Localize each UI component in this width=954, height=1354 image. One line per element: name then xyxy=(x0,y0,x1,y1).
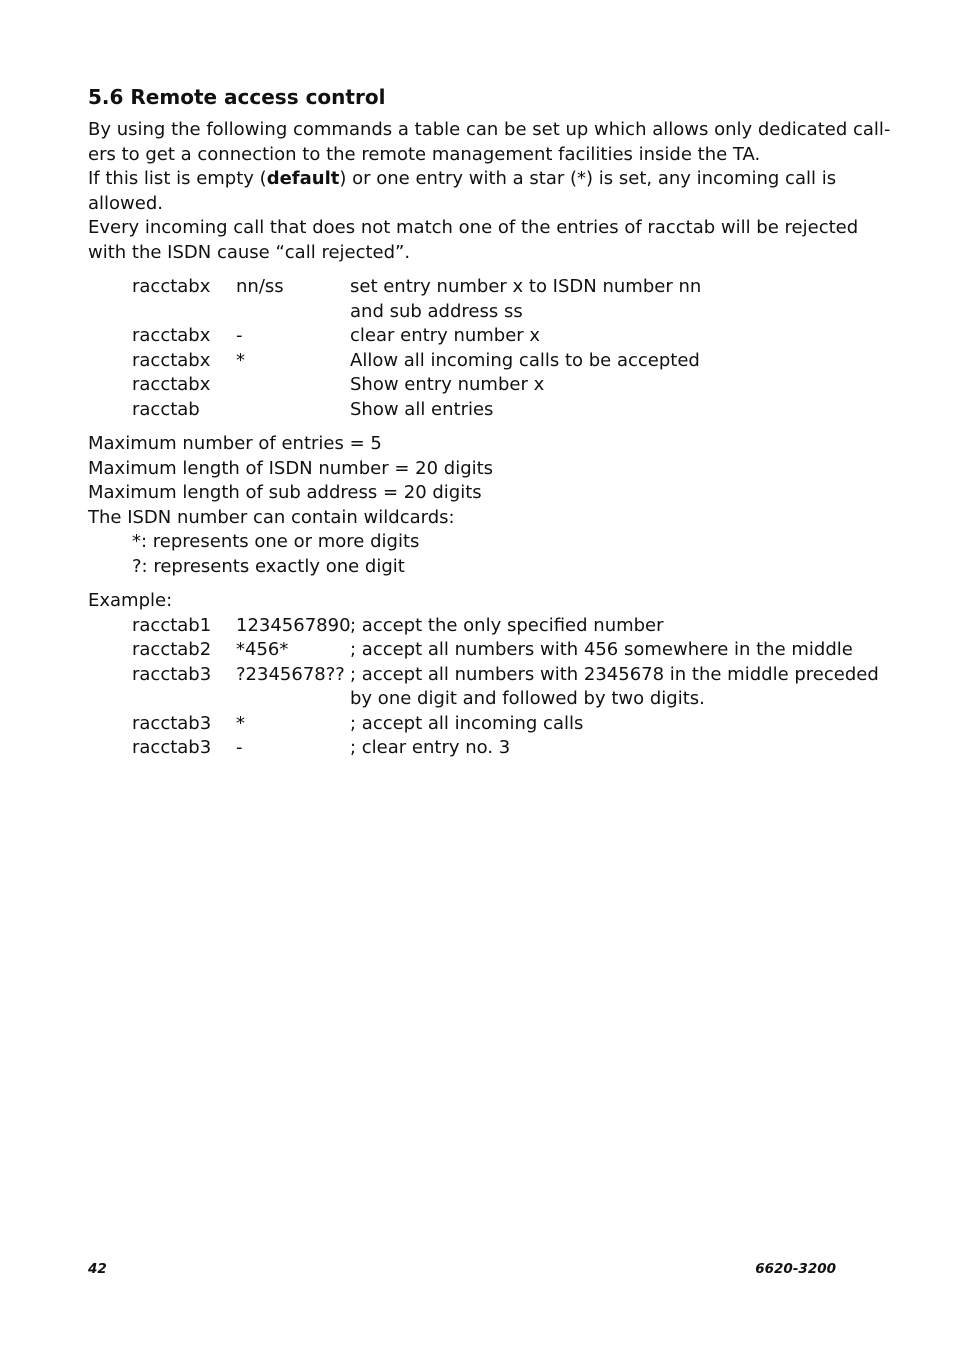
example-desc: ; accept all incoming calls xyxy=(350,712,584,734)
intro-line: ers to get a connection to the remote management facilities inside the TA. xyxy=(88,143,761,165)
limit-line: Maximum length of ISDN number = 20 digits xyxy=(88,457,494,479)
example-row xyxy=(132,638,853,663)
example-cmd: racctab3 xyxy=(132,737,212,758)
command-desc: Allow all incoming calls to be accepted xyxy=(350,349,700,371)
example-arg: 1234567890 xyxy=(236,614,351,636)
document-number: 6620-3200 xyxy=(755,1261,836,1277)
intro-line: with the ISDN cause “call rejected”. xyxy=(88,241,411,263)
command-name: racctabx xyxy=(132,349,211,371)
example-arg: - xyxy=(236,737,243,758)
command-desc: Show entry number x xyxy=(350,374,545,395)
text-span: ) or one entry with a star (*) is set, any incoming call is xyxy=(339,168,837,189)
example-desc: ; accept all numbers with 2345678 in the middle preceded xyxy=(350,663,879,685)
command-name xyxy=(132,300,236,325)
example-cmd xyxy=(132,687,236,712)
intro-line: By using the following commands a table can be set up which allows only dedicated call- xyxy=(88,119,891,140)
intro-line: Every incoming call that does not match one of the entries of racctab will be rejected xyxy=(88,217,859,238)
command-arg xyxy=(236,398,350,423)
command-desc: and sub address ss xyxy=(350,300,523,322)
section-heading: 5.6 Remote access control xyxy=(88,85,386,109)
intro-line xyxy=(88,167,848,192)
command-row xyxy=(132,373,848,398)
intro-line: allowed. xyxy=(88,192,163,214)
example-cmd: racctab2 xyxy=(132,639,212,660)
limit-line: Maximum number of entries = 5 xyxy=(88,433,382,454)
command-desc: Show all entries xyxy=(350,398,494,420)
example-desc: ; clear entry no. 3 xyxy=(350,737,511,758)
command-row xyxy=(132,324,848,349)
example-arg: *456* xyxy=(236,639,289,660)
example-row xyxy=(132,687,848,712)
limit-line: The ISDN number can contain wildcards: xyxy=(88,506,455,528)
command-name: racctabx xyxy=(132,325,211,346)
page-content xyxy=(88,84,891,771)
example-desc: by one digit and followed by two digits. xyxy=(350,688,705,709)
command-table xyxy=(132,275,848,422)
example-desc: ; accept all numbers with 456 somewhere in the middle xyxy=(350,639,853,660)
default-keyword: default xyxy=(266,168,340,189)
command-arg: nn/ss xyxy=(236,276,284,297)
example-table xyxy=(132,614,879,761)
example-row xyxy=(132,712,848,737)
example-desc: ; accept the only specified number xyxy=(350,614,664,636)
command-row xyxy=(132,275,848,300)
command-arg xyxy=(236,373,350,398)
example-row xyxy=(132,736,848,761)
wildcard-star: *: represents one or more digits xyxy=(132,531,420,552)
example-row xyxy=(132,614,848,639)
example-cmd: racctab1 xyxy=(132,614,212,636)
command-row xyxy=(132,349,848,374)
command-arg: * xyxy=(236,349,245,371)
page-number: 42 xyxy=(88,1261,107,1277)
example-cmd: racctab3 xyxy=(132,712,212,734)
example-cmd: racctab3 xyxy=(132,663,212,685)
command-row xyxy=(132,300,848,325)
limits-section xyxy=(88,432,848,579)
command-arg: - xyxy=(236,325,243,346)
example-arg: ?2345678?? xyxy=(236,663,345,685)
text-span: If this list is empty ( xyxy=(88,168,267,189)
limit-line: Maximum length of sub address = 20 digits xyxy=(88,482,482,503)
example-row xyxy=(132,663,879,688)
command-name: racctabx xyxy=(132,276,211,297)
example-label: Example: xyxy=(88,590,173,611)
command-name: racctab xyxy=(132,398,200,420)
command-name: racctabx xyxy=(132,374,211,395)
command-desc: clear entry number x xyxy=(350,325,541,346)
command-arg xyxy=(236,300,350,325)
example-arg: * xyxy=(236,712,245,734)
example-arg xyxy=(236,687,350,712)
command-desc: set entry number x to ISDN number nn xyxy=(350,276,702,297)
intro-text xyxy=(88,118,891,265)
wildcard-question: ?: represents exactly one digit xyxy=(132,555,405,577)
command-row xyxy=(132,398,848,423)
